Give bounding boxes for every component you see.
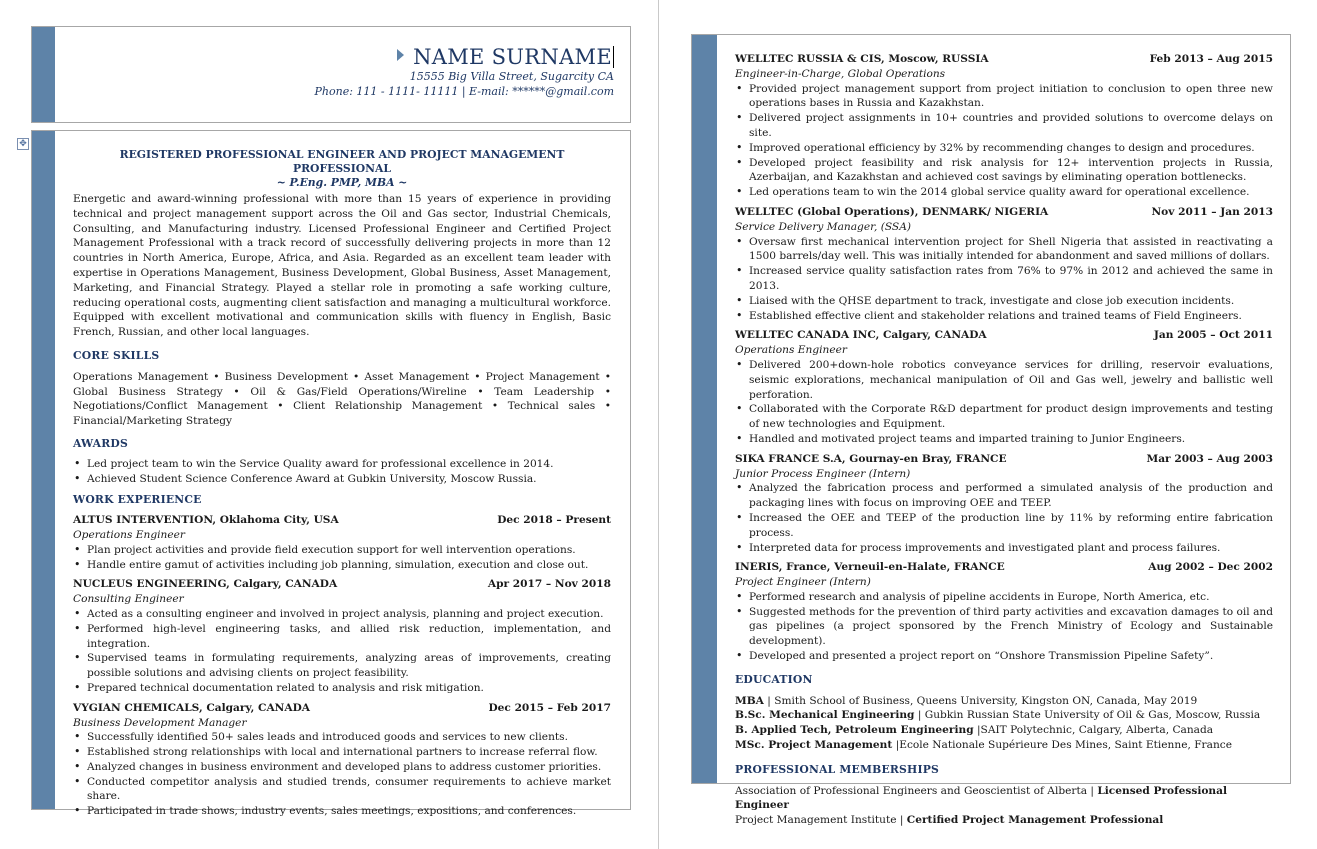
job-bullets [735, 590, 1273, 664]
education-list [735, 694, 1273, 753]
text-cursor [613, 46, 614, 68]
job-entry [73, 701, 611, 819]
job-role: Engineer-in-Charge, Global Operations [735, 67, 946, 80]
contact-info: Phone: 111 - 1111- 11111 | E-mail: ******@gmail.com [314, 85, 614, 98]
job-bullet: • Delivered project assignments in 10+ countries and provided solutions to overcome delays on site. [749, 111, 1273, 141]
membership-org: Project Management Institute | [735, 814, 907, 827]
job-header [73, 513, 611, 528]
section-title-work-experience: WORK EXPERIENCE [73, 493, 202, 507]
education-school: | Gubkin Russian State University of Oil & Gas, Moscow, Russia [914, 709, 1261, 722]
education-degree: MSc. Project Management [735, 739, 893, 752]
job-entry [73, 577, 611, 695]
job-dates: Mar 2003 – Aug 2003 [1146, 452, 1273, 465]
job-role: Operations Engineer [735, 344, 847, 357]
job-bullet: • Analyzed the fabrication process and performed a simulated analysis of the production and packaging lines with focus on improving OEE and TEEP. [749, 481, 1273, 511]
job-entry [735, 452, 1273, 556]
job-bullet: • Led operations team to win the 2014 global service quality award for operational excellence. [749, 185, 1273, 200]
accent-bar [692, 35, 717, 783]
address: 15555 Big Villa Street, Sugarcity CA [409, 70, 614, 83]
section-title-core-skills: CORE SKILLS [73, 348, 160, 362]
job-bullet: • Successfully identified 50+ sales leads and introduced goods and services to new clients. [87, 730, 611, 745]
job-dates: Nov 2011 – Jan 2013 [1151, 205, 1273, 218]
job-bullet: • Analyzed changes in business environment and developed plans to address customer priorities. [87, 760, 611, 775]
job-bullet: • Collaborated with the Corporate R&D department for product design improvements and testing of new technologies and Equipment. [749, 402, 1273, 432]
job-entry [735, 52, 1273, 200]
job-header [73, 577, 611, 592]
job-header [73, 701, 611, 716]
headline: REGISTERED PROFESSIONAL ENGINEER AND PROJECT MANAGEMENT PROFESSIONAL [119, 148, 565, 175]
job-company: WELLTEC RUSSIA & CIS, Moscow, RUSSIA [735, 53, 989, 65]
education-school: |SAIT Polytechnic, Calgary, Alberta, Canada [973, 724, 1214, 737]
contact-block [315, 45, 614, 99]
job-role: Operations Engineer [73, 528, 185, 541]
triangle-bullet-icon [397, 49, 404, 61]
job-company: NUCLEUS ENGINEERING, Calgary, CANADA [73, 578, 338, 591]
job-entry [73, 513, 611, 572]
job-bullets [73, 543, 611, 573]
job-dates: Aug 2002 – Dec 2002 [1148, 561, 1273, 574]
education-school: | Smith School of Business, Queens University, Kingston ON, Canada, May 2019 [763, 694, 1198, 707]
job-header [735, 560, 1273, 575]
education-item [735, 694, 1273, 709]
job-bullet: • Acted as a consulting engineer and involved in project analysis, planning and project execution. [87, 607, 611, 622]
memberships-list [735, 784, 1273, 828]
job-bullet: • Increased service quality satisfaction rates from 76% to 97% in 2012 and achieved the same in 2013. [749, 264, 1273, 294]
membership-item [735, 813, 1273, 828]
award-item: • Led project team to win the Service Quality award for professional excellence in 2014. [87, 457, 611, 472]
job-header [735, 452, 1273, 467]
job-bullets [73, 607, 611, 696]
awards-list [73, 457, 611, 487]
job-bullets [735, 358, 1273, 447]
job-bullet: • Conducted competitor analysis and studied trends, consumer requirements to achieve market share. [87, 775, 611, 805]
job-company: VYGIAN CHEMICALS, Calgary, CANADA [73, 701, 310, 714]
right-column-content [735, 52, 1273, 828]
job-dates: Dec 2018 – Present [497, 514, 611, 527]
section-title-awards: AWARDS [73, 436, 128, 450]
education-degree: MBA [735, 694, 764, 707]
job-bullet: • Established strong relationships with local and international partners to increase referral flow. [87, 745, 611, 760]
name-line[interactable] [315, 45, 614, 69]
job-bullet: • Improved operational efficiency by 32% by recommending changes to design and procedures. [749, 141, 1273, 156]
membership-item [735, 784, 1273, 814]
education-item [735, 723, 1273, 738]
job-bullet: • Delivered 200+down-hole robotics conveyance services for drilling, reservoir evaluations, seismic explorations, mechanical manipulation of Oil and Gas well, jewelry and ballistic well perforation. [749, 358, 1273, 402]
job-bullet: • Handle entire gamut of activities including job planning, simulation, execution and close out. [87, 558, 611, 573]
table-move-handle-icon[interactable]: ✥ [17, 138, 29, 150]
education-degree: B. Applied Tech, Petroleum Engineering [735, 724, 974, 737]
membership-org: Association of Professional Engineers and Geoscientist of Alberta | [735, 784, 1098, 797]
work-experience-list [73, 513, 611, 819]
job-bullet: • Established effective client and stakeholder relations and trained teams of Field Engineers. [749, 309, 1273, 324]
job-bullets [735, 481, 1273, 555]
education-school: |Ecole Nationale Supérieure Des Mines, Saint Etienne, France [892, 739, 1232, 752]
job-bullet: • Interpreted data for process improvements and investigated plant and process failures. [749, 541, 1273, 556]
job-company: ALTUS INTERVENTION, Oklahoma City, USA [73, 514, 339, 527]
award-item: • Achieved Student Science Conference Award at Gubkin University, Moscow Russia. [87, 472, 611, 487]
job-bullet: • Supervised teams in formulating requirements, analyzing areas of improvements, creating possible solutions and advising clients on project feasibility. [87, 651, 611, 681]
job-dates: Dec 2015 – Feb 2017 [488, 701, 611, 714]
left-column-content [73, 148, 611, 819]
section-title-education: EDUCATION [735, 672, 813, 686]
job-bullet: • Provided project management support from project initiation to conclusion to open three new operations bases in Russia and Kazakhstan. [749, 82, 1273, 112]
job-bullets [73, 730, 611, 819]
job-bullet: • Suggested methods for the prevention of third party activities and excavation damages to oil and gas pipelines (a project sponsored by the French Ministry of Ecology and Sustainable development). [749, 605, 1273, 649]
job-company: SIKA FRANCE S.A, Gournay-en Bray, FRANCE [735, 452, 1007, 465]
job-role: Business Development Manager [73, 716, 247, 729]
job-role: Junior Process Engineer (Intern) [735, 467, 911, 480]
job-entry [735, 205, 1273, 323]
job-bullet: • Increased the OEE and TEEP of the production line by 11% by reforming entire fabrication process. [749, 511, 1273, 541]
membership-credential: Certified Project Management Professional [906, 814, 1164, 827]
job-company: INERIS, France, Verneuil-en-Halate, FRANCE [735, 561, 1005, 574]
accent-bar [32, 27, 55, 122]
job-bullet: • Liaised with the QHSE department to track, investigate and close job execution incidents. [749, 294, 1273, 309]
work-experience-list-continued [735, 52, 1273, 664]
core-skills-text: Operations Management • Business Development • Asset Management • Project Management • Global Business Strategy • Oil & Gas/Field Operations/Wireline • Team Leadership • Negotiations/Conflict Management • Client Relationship Management • Technical sales • Financial/Marketing Strategy [73, 370, 611, 428]
job-bullet: • Performed high-level engineering tasks, and allied risk reduction, implementation, and integration. [87, 622, 611, 652]
job-role: Project Engineer (Intern) [735, 576, 871, 589]
job-header [735, 52, 1273, 67]
full-name: NAME SURNAME [413, 45, 612, 69]
job-header [735, 328, 1273, 343]
job-bullet: • Participated in trade shows, industry events, sales meetings, expositions, and conferences. [87, 804, 611, 819]
job-company: WELLTEC CANADA INC, Calgary, CANADA [735, 329, 987, 342]
section-title-memberships: PROFESSIONAL MEMBERSHIPS [735, 762, 940, 776]
job-bullet: • Performed research and analysis of pipeline accidents in Europe, North America, etc. [749, 590, 1273, 605]
job-bullet: • Prepared technical documentation related to analysis and risk mitigation. [87, 681, 611, 696]
job-dates: Feb 2013 – Aug 2015 [1149, 53, 1273, 65]
job-bullet: • Oversaw first mechanical intervention project for Shell Nigeria that assisted in reactivating a 1500 barrels/day well. This was initially intended for abandonment and saved millions of dollars. [749, 235, 1273, 265]
accent-bar [32, 131, 55, 809]
job-entry [735, 560, 1273, 664]
education-degree: B.Sc. Mechanical Engineering [735, 709, 915, 722]
job-bullet: • Developed and presented a project report on “Onshore Transmission Pipeline Safety”. [749, 649, 1273, 664]
job-bullet: • Developed project feasibility and risk analysis for 12+ intervention projects in Russia, Azerbaijan, and Kazakhstan and achieved cost savings by eliminating operation bottlenecks. [749, 156, 1273, 186]
job-bullets [735, 235, 1273, 324]
job-entry [735, 328, 1273, 446]
header-box [31, 26, 631, 123]
education-item [735, 738, 1273, 753]
subheadline: ~ P.Eng. PMP, MBA ~ [276, 176, 408, 189]
job-role: Service Delivery Manager, (SSA) [735, 220, 911, 233]
education-item [735, 708, 1273, 723]
job-bullet: • Handled and motivated project teams and imparted training to Junior Engineers. [749, 432, 1273, 447]
job-dates: Apr 2017 – Nov 2018 [487, 578, 611, 591]
membership-credential: Licensed Professional Engineer [735, 784, 1228, 812]
job-bullets [735, 82, 1273, 200]
summary-paragraph: Energetic and award-winning professional with more than 15 years of experience in providing technical and project management support across the Oil and Gas sector, Industrial Chemicals, Consulting, and Manufacturing industry. Licensed Professional Engineer and Certified Project Management Professional with a track record of successfully delivering projects in more than 12 countries in North America, Europe, Africa, and Asia. Regarded as an excellent team leader with expertise in Operations Management, Business Development, Global Business, Asset Management, Marketing, and Financial Strategy. Played a stellar role in promoting a safe working culture, reducing operational costs, augmenting client satisfaction and managing a multicultural workforce. Equipped with excellent motivational and communication skills with fluency in English, Basic French, Russian, and other local languages. [73, 193, 611, 339]
job-company: WELLTEC (Global Operations), DENMARK/ NIGERIA [735, 205, 1049, 218]
job-bullet: • Plan project activities and provide field execution support for well intervention operations. [87, 543, 611, 558]
job-header [735, 205, 1273, 220]
job-dates: Jan 2005 – Oct 2011 [1153, 329, 1273, 342]
job-role: Consulting Engineer [73, 593, 184, 606]
